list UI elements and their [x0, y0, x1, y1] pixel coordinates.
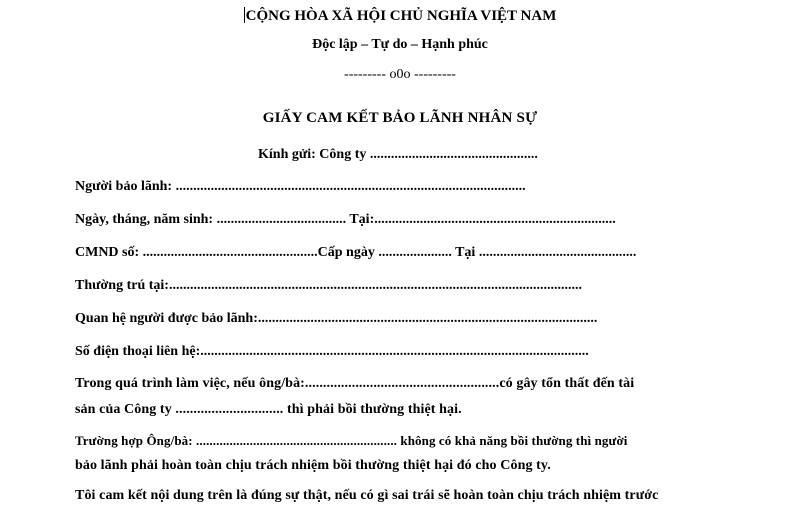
recipient-line: Kính gửi: Công ty ................................................: [258, 147, 538, 162]
text-cursor: [244, 7, 245, 23]
guarantor-field: Người bảo lãnh: ....................................................................................................: [75, 179, 526, 194]
motto: Độc lập – Tự do – Hạnh phúc: [312, 37, 488, 52]
birth-date-place-field: Ngày, tháng, năm sinh: ..................................... Tại:.....................................................................: [75, 212, 616, 227]
paragraph-1-line-2: sản của Công ty .............................. thì phải bồi thường thiệt hại.: [75, 402, 462, 417]
header-divider: --------- o0o ---------: [344, 67, 456, 82]
paragraph-2-line-1: Trường hợp Ông/bà: ............................................................ không có khả năng bồi thường thì người: [75, 433, 628, 448]
phone-field: Số điện thoại liên hệ:...............................................................................................................: [75, 344, 589, 359]
relationship-field: Quan hệ người được bảo lãnh:.................................................................................................: [75, 311, 598, 326]
paragraph-3-line-1: Tôi cam kết nội dung trên là đúng sự thật, nếu có gì sai trái sẽ hoàn toàn chịu trách nhiệm trước: [75, 488, 659, 503]
id-card-field: CMND số: ..................................................Cấp ngày ..................... Tại .............................................: [75, 245, 637, 260]
paragraph-1-line-1: Trong quá trình làm việc, nếu ông/bà:......................................................có gây tổn thất đến tài: [75, 376, 635, 391]
residence-field: Thường trú tại:......................................................................................................................: [75, 278, 582, 293]
national-title: [0, 7, 800, 25]
national-title-text: CỘNG HÒA XÃ HỘI CHỦ NGHĨA VIỆT NAM: [245, 8, 557, 24]
document-title: GIẤY CAM KẾT BẢO LÃNH NHÂN SỰ: [262, 110, 538, 126]
paragraph-2-line-2: bảo lãnh phải hoàn toàn chịu trách nhiệm bồi thường thiệt hại đó cho Công ty.: [75, 458, 551, 473]
